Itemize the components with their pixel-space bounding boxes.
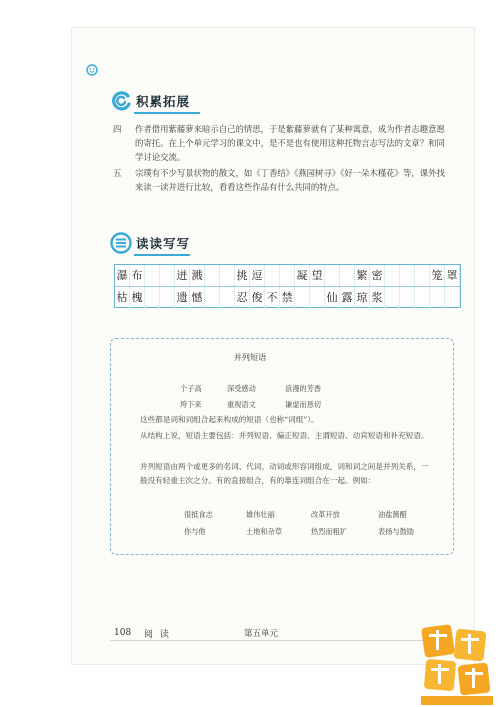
box-paragraph: 并列短语由两个或更多的名词、代词、动词或形容词组成，词和词之间是并列关系，一般没有轻重主次之分。有的直接组合，有的靠连词组合在一起。例如： xyxy=(140,462,429,485)
grid-cell: 俊 xyxy=(250,287,265,308)
grid-cell xyxy=(205,287,220,308)
grid-cell xyxy=(310,287,325,308)
grid-cell: 忍 xyxy=(235,287,250,308)
grid-cell: 罩 xyxy=(445,265,460,286)
grid-cell xyxy=(415,287,430,308)
grid-cell: 密 xyxy=(370,265,385,286)
grid-cell xyxy=(145,287,160,308)
grid-cell xyxy=(205,265,220,286)
footer-label: 阅 读 xyxy=(144,630,171,640)
grid-cell xyxy=(385,287,400,308)
example-phrase: 雄伟壮丽 xyxy=(246,510,275,519)
example-phrase: 垮下来 xyxy=(180,400,202,409)
grid-cell: 望 xyxy=(310,265,325,286)
example-phrase: 深受感动 xyxy=(227,384,256,393)
grid-cell: 凝 xyxy=(295,265,310,286)
question-text: 作者借用紫藤萝来暗示自己的情思，于是紫藤萝就有了某种寓意，成为作者志趣意愿的寄托。在上个单元学习的课文中，是不是也有使用这种托物言志写法的文章？和同学讨论交流。 xyxy=(135,124,445,162)
list-section-icon xyxy=(110,232,132,254)
grid-cell xyxy=(385,265,400,286)
grid-cell xyxy=(400,265,415,286)
grid-cell: 遗 xyxy=(175,287,190,308)
section-title: 读读写写 xyxy=(136,236,191,251)
grid-cell: 挑 xyxy=(235,265,250,286)
smiley-icon xyxy=(86,64,98,76)
example-phrase: 改革开放 xyxy=(311,510,340,519)
footer-divider xyxy=(110,640,430,641)
grid-cell: 枯 xyxy=(115,287,130,308)
grid-cell xyxy=(160,287,175,308)
question-number: 五 xyxy=(113,168,122,178)
section-underline xyxy=(134,254,190,256)
box-paragraph: 这些都是词和词组合起来构成的短语（也称“词组”）。 xyxy=(140,415,319,424)
example-phrase: 个子高 xyxy=(180,384,202,393)
grid-cell: 仙 xyxy=(325,287,340,308)
example-phrase: 重视语文 xyxy=(227,400,256,409)
question-4 xyxy=(113,122,453,164)
grid-cell xyxy=(160,265,175,286)
grid-cell: 露 xyxy=(340,287,355,308)
example-phrase: 表扬与鼓励 xyxy=(378,527,414,536)
section-heading-accumulate xyxy=(110,90,190,112)
grid-cell xyxy=(430,287,445,308)
grid-cell xyxy=(220,287,235,308)
grid-cell: 布 xyxy=(130,265,145,286)
grid-cell: 溅 xyxy=(190,265,205,286)
grid-cell xyxy=(325,265,340,286)
example-phrase: 浪漫的芳香 xyxy=(285,384,321,393)
grid-cell: 琼 xyxy=(355,287,370,308)
vocabulary-grid xyxy=(114,264,461,308)
grid-row xyxy=(115,286,460,308)
grid-cell: 笼 xyxy=(430,265,445,286)
grid-cell: 繁 xyxy=(355,265,370,286)
page-number: 108 xyxy=(114,628,132,638)
swirl-section-icon xyxy=(110,90,132,112)
unit-label: 第五单元 xyxy=(244,629,279,639)
grid-cell xyxy=(145,265,160,286)
question-number: 四 xyxy=(113,124,122,134)
grid-cell: 憾 xyxy=(190,287,205,308)
example-phrase: 热烈而粗犷 xyxy=(311,527,347,536)
grid-cell: 禁 xyxy=(280,287,295,308)
section-underline xyxy=(134,112,200,114)
grid-cell: 迸 xyxy=(175,265,190,286)
grid-cell: 浆 xyxy=(370,287,385,308)
grid-cell xyxy=(220,265,235,286)
grid-cell xyxy=(295,287,310,308)
grid-row xyxy=(115,265,460,286)
question-text: 宗璞有不少写景状物的散文，如《丁香结》《燕园树寻》《好一朵木槿花》等，课外找来读一读并进行比较，看看这些作品有什么共同的特点。 xyxy=(135,168,445,192)
grid-cell xyxy=(445,287,460,308)
question-5 xyxy=(113,166,453,194)
grid-cell xyxy=(280,265,295,286)
example-phrase: 土地和杂草 xyxy=(246,527,282,536)
box-title: 并列短语 xyxy=(233,352,267,362)
example-phrase: 油盐酱醋 xyxy=(378,510,407,519)
example-phrase: 你与他 xyxy=(184,527,206,536)
box-paragraph: 从结构上说，短语主要包括：并列短语、偏正短语、主谓短语、动宾短语和补充短语。 xyxy=(140,431,429,440)
section-title: 积累拓展 xyxy=(136,94,191,109)
section-heading-read-write xyxy=(110,232,190,254)
watermark-logo xyxy=(415,620,500,707)
grid-cell xyxy=(340,265,355,286)
grid-cell: 逗 xyxy=(250,265,265,286)
knowledge-box xyxy=(110,338,454,555)
grid-cell xyxy=(265,265,280,286)
grid-cell xyxy=(415,265,430,286)
grid-cell: 瀑 xyxy=(115,265,130,286)
example-phrase: 谦虚而恳切 xyxy=(285,400,321,409)
example-phrase: 很抵食志 xyxy=(184,510,213,519)
grid-cell: 槐 xyxy=(130,287,145,308)
grid-cell xyxy=(400,287,415,308)
grid-cell: 不 xyxy=(265,287,280,308)
